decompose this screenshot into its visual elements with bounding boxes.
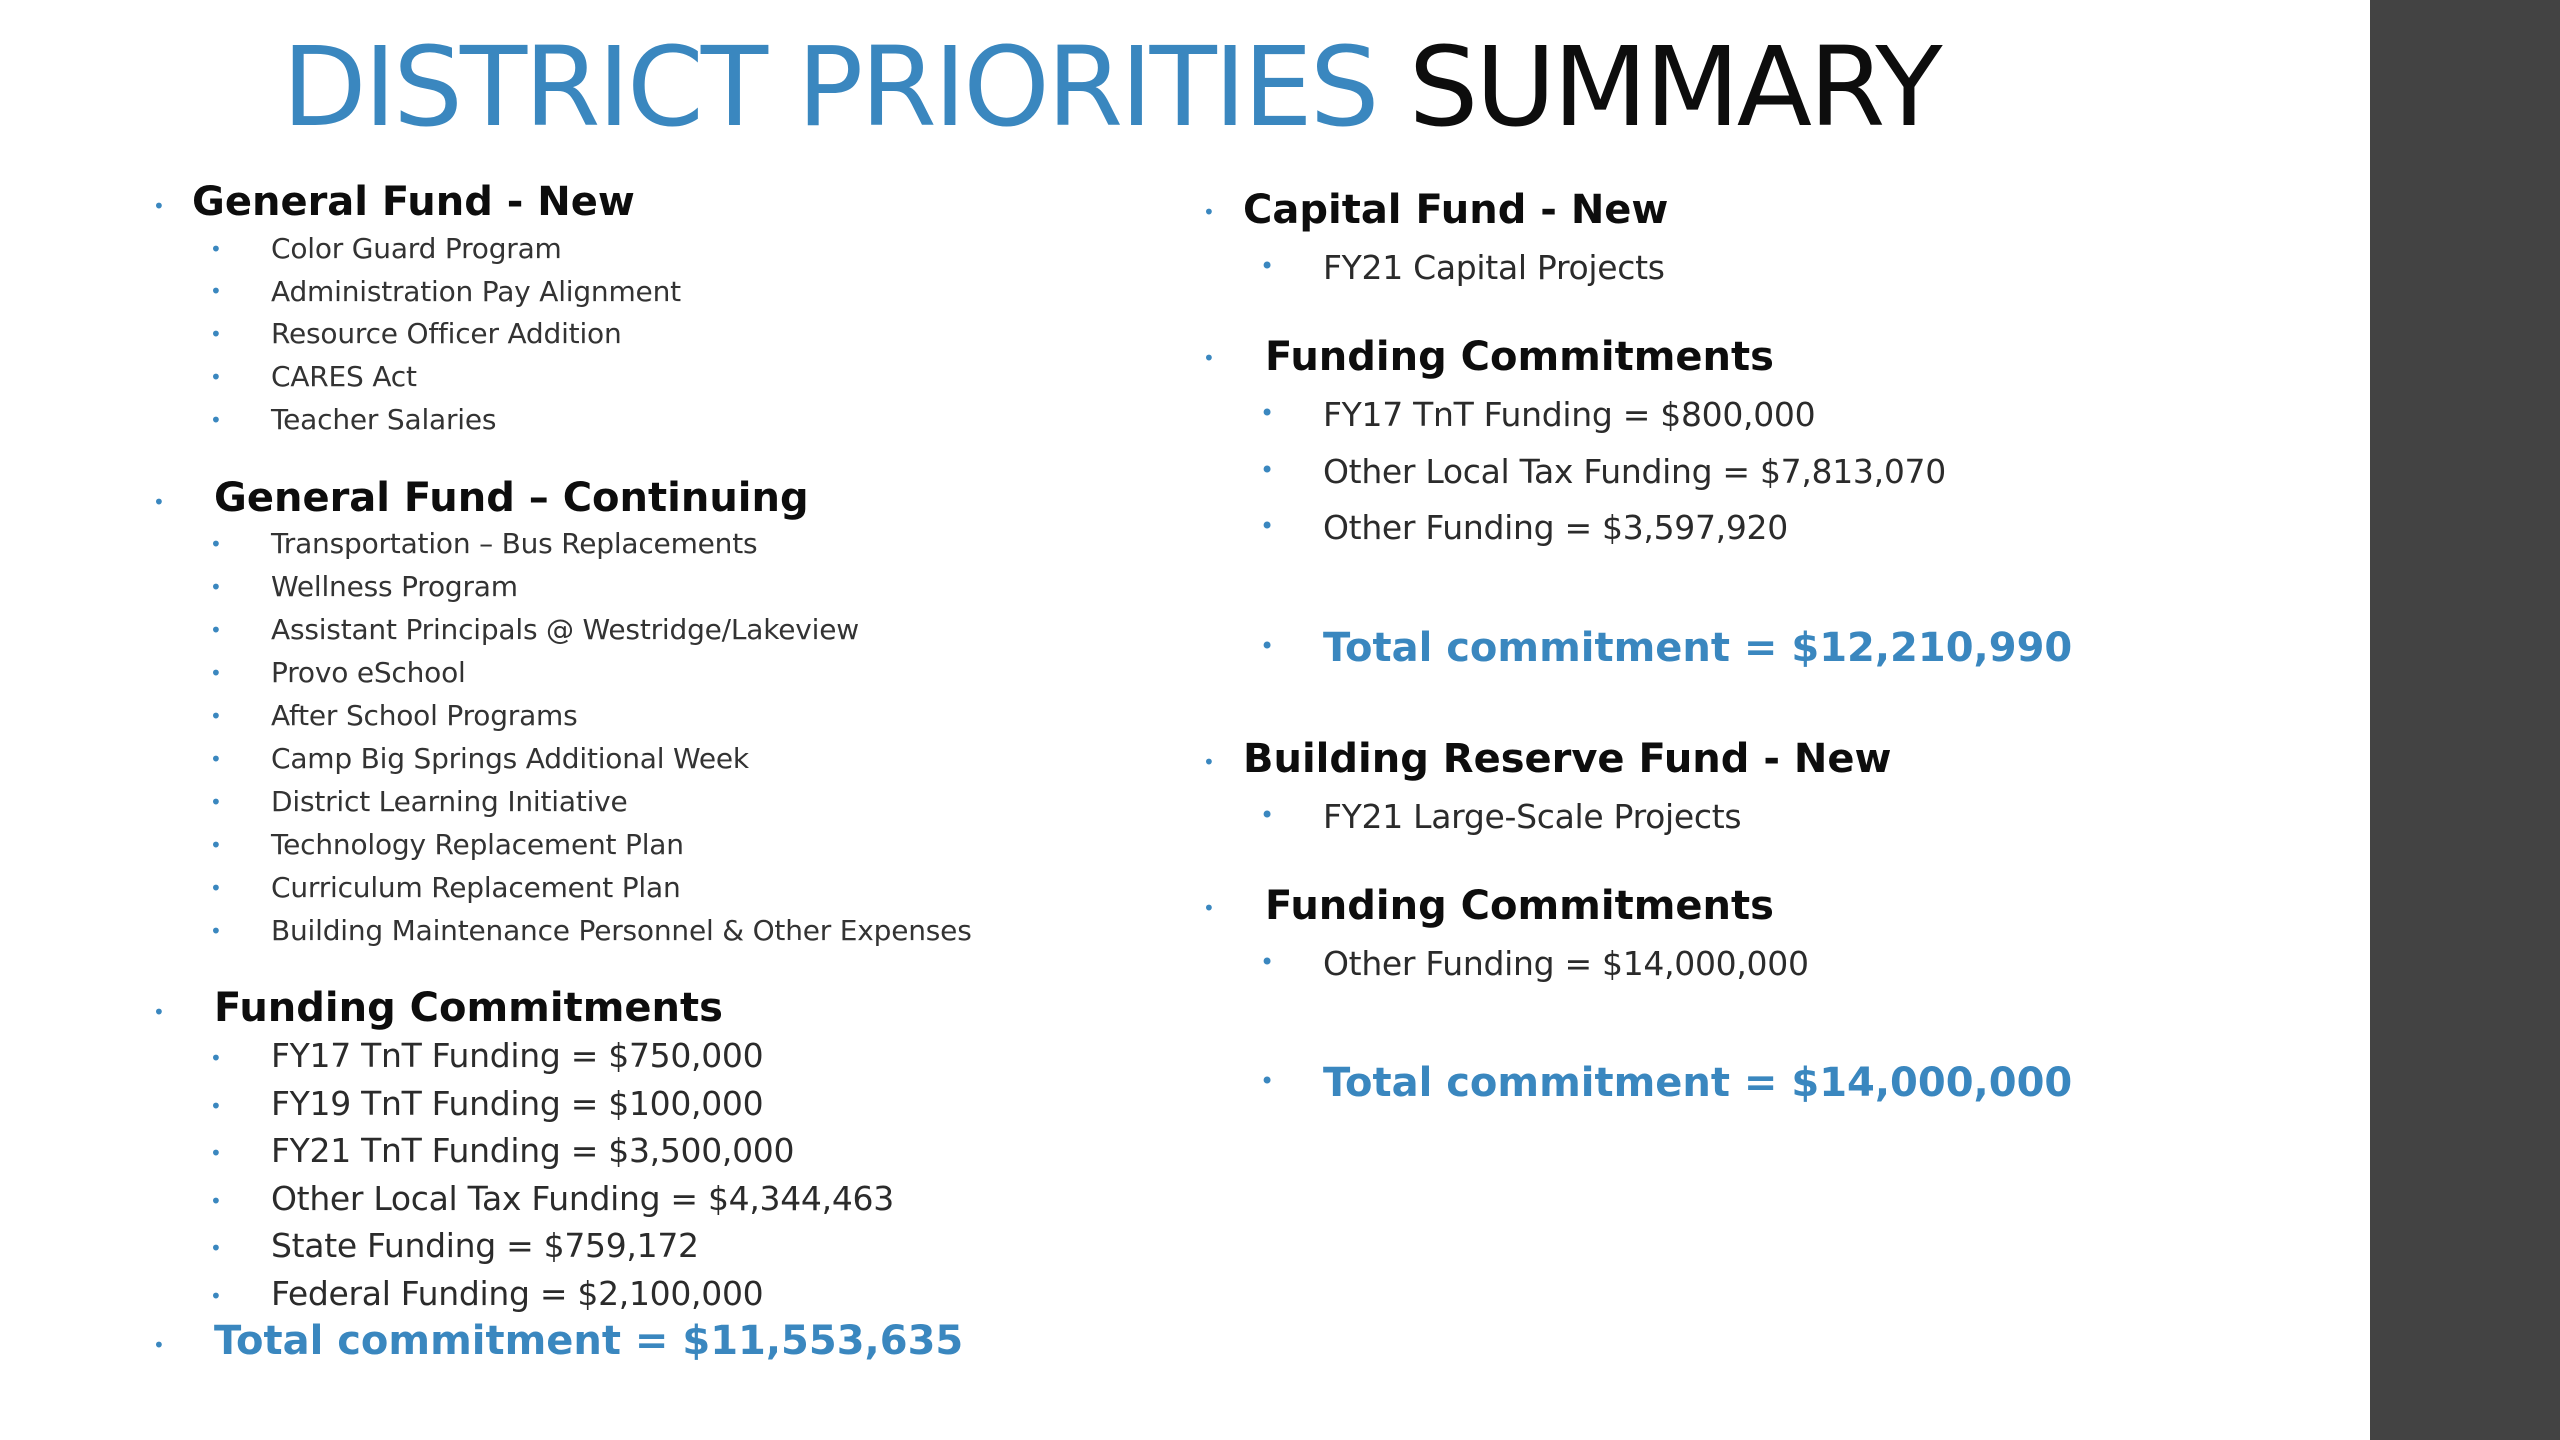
list-item: Other Local Tax Funding = $7,813,070 bbox=[1323, 452, 1946, 491]
list-item: Assistant Principals @ Westridge/Lakeview bbox=[271, 613, 859, 646]
bullet-icon: • bbox=[210, 322, 222, 346]
bullet-icon: • bbox=[210, 365, 222, 389]
list-item: Color Guard Program bbox=[271, 232, 562, 265]
list-item: Other Funding = $14,000,000 bbox=[1323, 944, 1809, 983]
list-item: Provo eSchool bbox=[271, 656, 466, 689]
list-item: Other Funding = $3,597,920 bbox=[1323, 508, 1788, 547]
list-item: Administration Pay Alignment bbox=[271, 275, 681, 308]
list-item: District Learning Initiative bbox=[271, 785, 628, 818]
bullet-icon: • bbox=[210, 1189, 222, 1213]
list-item: Curriculum Replacement Plan bbox=[271, 871, 681, 904]
right-sidebar bbox=[2370, 0, 2560, 1440]
list-item: FY19 TnT Funding = $100,000 bbox=[271, 1084, 764, 1123]
bullet-icon: • bbox=[153, 1333, 165, 1357]
list-item: Resource Officer Addition bbox=[271, 317, 622, 350]
bullet-icon: • bbox=[153, 194, 165, 218]
list-item: Teacher Salaries bbox=[271, 403, 497, 436]
bullet-icon: • bbox=[1260, 948, 1275, 976]
bullet-icon: • bbox=[210, 1236, 222, 1260]
list-item: Other Local Tax Funding = $4,344,463 bbox=[271, 1179, 894, 1218]
bullet-icon: • bbox=[210, 1141, 222, 1165]
list-item: State Funding = $759,172 bbox=[271, 1226, 699, 1265]
list-item: Technology Replacement Plan bbox=[271, 828, 684, 861]
bullet-icon: • bbox=[210, 1046, 222, 1070]
bullet-icon: • bbox=[210, 237, 222, 261]
section-heading-building-funding: Funding Commitments bbox=[1265, 883, 1774, 929]
bullet-icon: • bbox=[1260, 632, 1275, 660]
bullet-icon: • bbox=[210, 704, 222, 728]
bullet-icon: • bbox=[210, 618, 222, 642]
list-item: FY21 Large-Scale Projects bbox=[1323, 797, 1742, 836]
bullet-icon: • bbox=[210, 661, 222, 685]
bullet-icon: • bbox=[1260, 801, 1275, 829]
bullet-icon: • bbox=[1203, 896, 1215, 920]
bullet-icon: • bbox=[210, 1284, 222, 1308]
bullet-icon: • bbox=[1260, 399, 1275, 427]
bullet-icon: • bbox=[153, 490, 165, 514]
section-heading-general-new: General Fund - New bbox=[192, 179, 635, 225]
total-commitment-building: Total commitment = $14,000,000 bbox=[1323, 1060, 2073, 1106]
section-heading-building: Building Reserve Fund - New bbox=[1243, 736, 1892, 782]
bullet-icon: • bbox=[1203, 346, 1215, 370]
bullet-icon: • bbox=[1260, 1067, 1275, 1095]
section-heading-capital: Capital Fund - New bbox=[1243, 187, 1669, 233]
bullet-icon: • bbox=[210, 1094, 222, 1118]
section-heading-capital-funding: Funding Commitments bbox=[1265, 334, 1774, 380]
bullet-icon: • bbox=[210, 919, 222, 943]
section-heading-funding: Funding Commitments bbox=[214, 985, 723, 1031]
bullet-icon: • bbox=[153, 1000, 165, 1024]
list-item: Federal Funding = $2,100,000 bbox=[271, 1274, 764, 1313]
list-item: After School Programs bbox=[271, 699, 578, 732]
bullet-icon: • bbox=[210, 833, 222, 857]
section-heading-general-continuing: General Fund – Continuing bbox=[214, 475, 809, 521]
list-item: FY21 TnT Funding = $3,500,000 bbox=[271, 1131, 795, 1170]
list-item: FY17 TnT Funding = $750,000 bbox=[271, 1036, 764, 1075]
bullet-icon: • bbox=[1260, 252, 1275, 280]
list-item: Building Maintenance Personnel & Other Expenses bbox=[271, 914, 972, 947]
bullet-icon: • bbox=[1260, 456, 1275, 484]
title-part-1: DISTRICT PRIORITIES bbox=[282, 23, 1377, 151]
bullet-icon: • bbox=[210, 790, 222, 814]
bullet-icon: • bbox=[210, 532, 222, 556]
bullet-icon: • bbox=[210, 747, 222, 771]
list-item: Wellness Program bbox=[271, 570, 518, 603]
list-item: Transportation – Bus Replacements bbox=[271, 527, 758, 560]
total-commitment-left: Total commitment = $11,553,635 bbox=[214, 1318, 964, 1364]
list-item: FY21 Capital Projects bbox=[1323, 248, 1665, 287]
bullet-icon: • bbox=[210, 279, 222, 303]
list-item: CARES Act bbox=[271, 360, 417, 393]
bullet-icon: • bbox=[1260, 512, 1275, 540]
title-part-2: SUMMARY bbox=[1408, 23, 1940, 151]
bullet-icon: • bbox=[210, 408, 222, 432]
list-item: Camp Big Springs Additional Week bbox=[271, 742, 749, 775]
slide-title bbox=[282, 22, 1940, 152]
bullet-icon: • bbox=[210, 575, 222, 599]
bullet-icon: • bbox=[1203, 750, 1215, 774]
bullet-icon: • bbox=[1203, 200, 1215, 224]
total-commitment-capital: Total commitment = $12,210,990 bbox=[1323, 625, 2073, 671]
bullet-icon: • bbox=[210, 876, 222, 900]
list-item: FY17 TnT Funding = $800,000 bbox=[1323, 395, 1816, 434]
